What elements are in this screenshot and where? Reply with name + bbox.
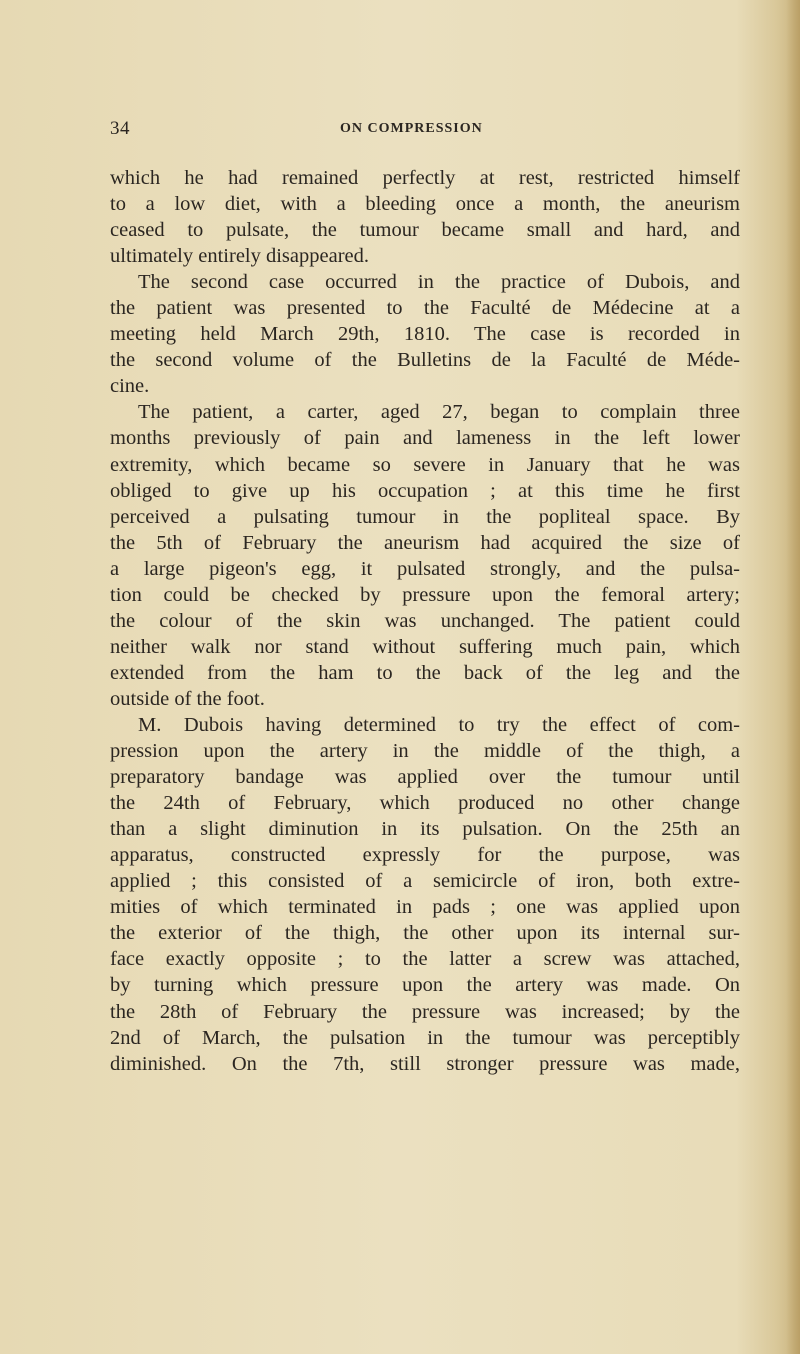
- text-line: the 24th of February, which produced no other change: [110, 792, 740, 815]
- text-line: diminished. On the 7th, still stronger pressure was made,: [110, 1052, 740, 1075]
- text-line: applied ; this consisted of a semicircle of iron, both extre-: [110, 870, 740, 893]
- text-line: extremity, which became so severe in January that he was: [110, 453, 740, 476]
- text-line: meeting held March 29th, 1810. The case is recorded in: [110, 323, 740, 346]
- text-line: outside of the foot.: [110, 687, 265, 710]
- text-line: 2nd of March, the pulsation in the tumour was perceptibly: [110, 1026, 740, 1049]
- paragraph-start-line: The patient, a carter, aged 27, began to complain three: [138, 401, 740, 424]
- page-edge-shadow: [786, 0, 800, 1354]
- text-line: months previously of pain and lameness in the left lower: [110, 427, 740, 450]
- text-line: cine.: [110, 375, 150, 398]
- text-line: the colour of the skin was unchanged. The patient could: [110, 609, 740, 632]
- text-line: which he had remained perfectly at rest, restricted himself: [110, 167, 740, 189]
- paragraph-start-line: M. Dubois having determined to try the effect of com-: [138, 713, 740, 736]
- text-line: mities of which terminated in pads ; one was applied upon: [110, 896, 740, 919]
- body-text: [110, 165, 740, 1077]
- text-line: than a slight diminution in its pulsation. On the 25th an: [110, 818, 740, 841]
- text-line: extended from the ham to the back of the leg and the: [110, 661, 740, 684]
- text-line: face exactly opposite ; to the latter a screw was attached,: [110, 948, 740, 971]
- text-line: the patient was presented to the Faculté de Médecine at a: [110, 297, 740, 320]
- text-line: obliged to give up his occupation ; at this time he first: [110, 479, 740, 502]
- page-header: [110, 118, 740, 142]
- text-line: the 28th of February the pressure was increased; by the: [110, 1000, 740, 1023]
- text-line: a large pigeon's egg, it pulsated strongly, and the pulsa-: [110, 557, 740, 580]
- text-line: to a low diet, with a bleeding once a month, the aneurism: [110, 193, 740, 216]
- text-line: pression upon the artery in the middle of the thigh, a: [110, 740, 740, 763]
- text-line: neither walk nor stand without suffering much pain, which: [110, 635, 740, 658]
- text-line: the exterior of the thigh, the other upon its internal sur-: [110, 922, 740, 945]
- text-line: apparatus, constructed expressly for the purpose, was: [110, 844, 740, 867]
- text-line: tion could be checked by pressure upon the femoral artery;: [110, 583, 740, 606]
- text-line: the 5th of February the aneurism had acquired the size of: [110, 531, 740, 554]
- text-line: by turning which pressure upon the artery was made. On: [110, 974, 740, 997]
- text-line: ceased to pulsate, the tumour became small and hard, and: [110, 219, 740, 242]
- paragraph-start-line: The second case occurred in the practice of Dubois, and: [138, 271, 740, 294]
- page-number: 34: [110, 118, 130, 139]
- text-line: the second volume of the Bulletins de la Faculté de Méde-: [110, 349, 740, 372]
- text-line: perceived a pulsating tumour in the popliteal space. By: [110, 505, 740, 528]
- text-line: ultimately entirely disappeared.: [110, 245, 370, 268]
- text-line: preparatory bandage was applied over the tumour until: [110, 766, 740, 789]
- running-head: ON COMPRESSION: [340, 121, 483, 136]
